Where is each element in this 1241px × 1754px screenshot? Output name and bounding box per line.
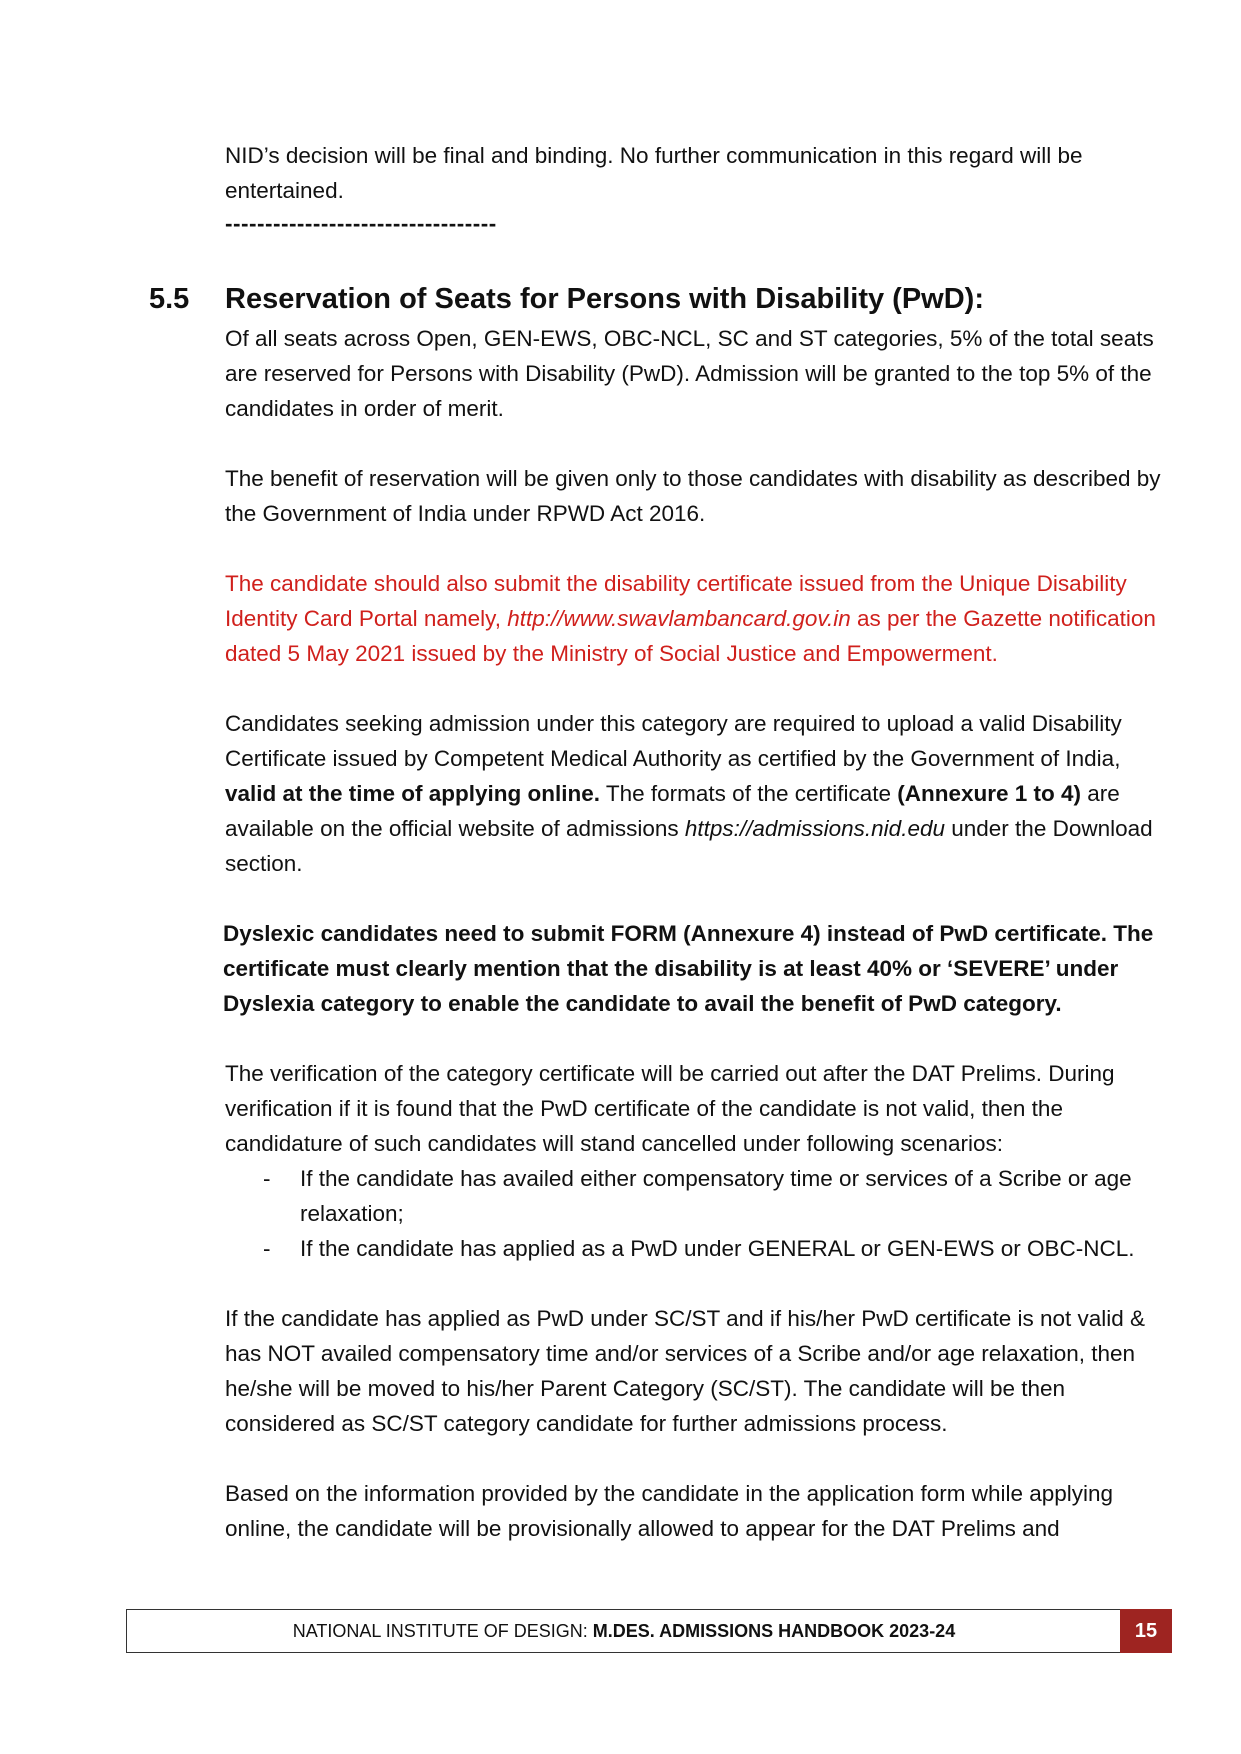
- seats-reservation-paragraph: Of all seats across Open, GEN-EWS, OBC-NCL, SC and ST categories, 5% of the total seats are reserved for Persons with Disability (PwD). Admission will be granted to the top 5% of the candidates in order of merit.: [225, 326, 1154, 421]
- swavlamban-text-2: as per the Gazette notification dated 5 May 2021 issued by the Ministry of Social Justice and Empowerment.: [225, 606, 1156, 666]
- swavlamban-text-1: The candidate should also submit the disability certificate issued from the Unique Disability Identity Card Portal namely,: [225, 571, 1127, 631]
- upload-certificate-paragraph: [225, 706, 1175, 881]
- upload-text-3: are available on the official website of admissions: [225, 781, 1120, 841]
- bullet-dash: -: [263, 1236, 271, 1261]
- upload-bold-1: valid at the time of applying online.: [225, 781, 601, 806]
- provisional-allowance-paragraph: Based on the information provided by the candidate in the application form while applying online, the candidate will be provisionally allowed to appear for the DAT Prelims and: [225, 1481, 1114, 1541]
- verification-paragraph: The verification of the category certificate will be carried out after the DAT Prelims. During verification if it is found that the PwD certificate of the candidate is not valid, then the candidature of such candidates will stand cancelled under following scenarios:: [225, 1061, 1115, 1156]
- section-body: [225, 321, 1175, 1546]
- cancellation-scenarios-list: [225, 1161, 1175, 1266]
- section-title: Reservation of Seats for Persons with Disability (PwD):: [225, 283, 984, 315]
- upload-text-1: Candidates seeking admission under this category are required to upload a valid Disability Certificate issued by Competent Medical Authority as certified by the Government of India,: [225, 711, 1122, 771]
- upload-bold-2: (Annexure 1 to 4): [897, 781, 1082, 806]
- section-number: 5.5: [149, 283, 190, 315]
- swavlamban-link[interactable]: http://www.swavlambancard.gov.in: [507, 606, 851, 631]
- footer-institute: NATIONAL INSTITUTE OF DESIGN:: [292, 1621, 593, 1641]
- list-item-text: If the candidate has availed either compensatory time or services of a Scribe or age relaxation;: [300, 1166, 1132, 1226]
- intro-paragraph: NID’s decision will be final and binding. No further communication in this regard will be entertained.: [225, 143, 1083, 203]
- upload-text-2: The formats of the certificate: [600, 781, 898, 806]
- footer-handbook-title: M.DES. ADMISSIONS HANDBOOK 2023-24: [592, 1621, 956, 1641]
- admissions-link[interactable]: https://admissions.nid.edu: [684, 816, 945, 841]
- section-divider: ----------------------------------: [225, 211, 497, 236]
- page-number: 15: [1120, 1609, 1172, 1653]
- page-footer: [126, 1609, 1170, 1653]
- section-heading: [149, 279, 1149, 319]
- upload-text-4: under the Download section.: [225, 816, 1153, 876]
- list-item: [225, 1161, 1175, 1231]
- bullet-dash: -: [263, 1166, 271, 1191]
- list-item: [225, 1231, 1175, 1266]
- rpwd-benefit-paragraph: The benefit of reservation will be given only to those candidates with disability as described by the Government of India under RPWD Act 2016.: [225, 466, 1161, 526]
- page-body: [225, 138, 1175, 240]
- swavlamban-certificate-paragraph: [225, 566, 1175, 671]
- dyslexia-paragraph: Dyslexic candidates need to submit FORM (Annexure 4) instead of PwD certificate. The certificate must clearly mention that the disability is at least 40% or ‘SEVERE’ under Dyslexia category to enable the candidate to avail the benefit of PwD category.: [223, 921, 1154, 1016]
- list-item-text: If the candidate has applied as a PwD under GENERAL or GEN-EWS or OBC-NCL.: [300, 1236, 1135, 1261]
- footer-title-box: [126, 1609, 1122, 1653]
- parent-category-paragraph: If the candidate has applied as PwD under SC/ST and if his/her PwD certificate is not valid & has NOT availed compensatory time and/or services of a Scribe and/or age relaxation, then he/she will be moved to his/her Parent Category (SC/ST). The candidate will be then considered as SC/ST category candidate for further admissions process.: [225, 1306, 1146, 1436]
